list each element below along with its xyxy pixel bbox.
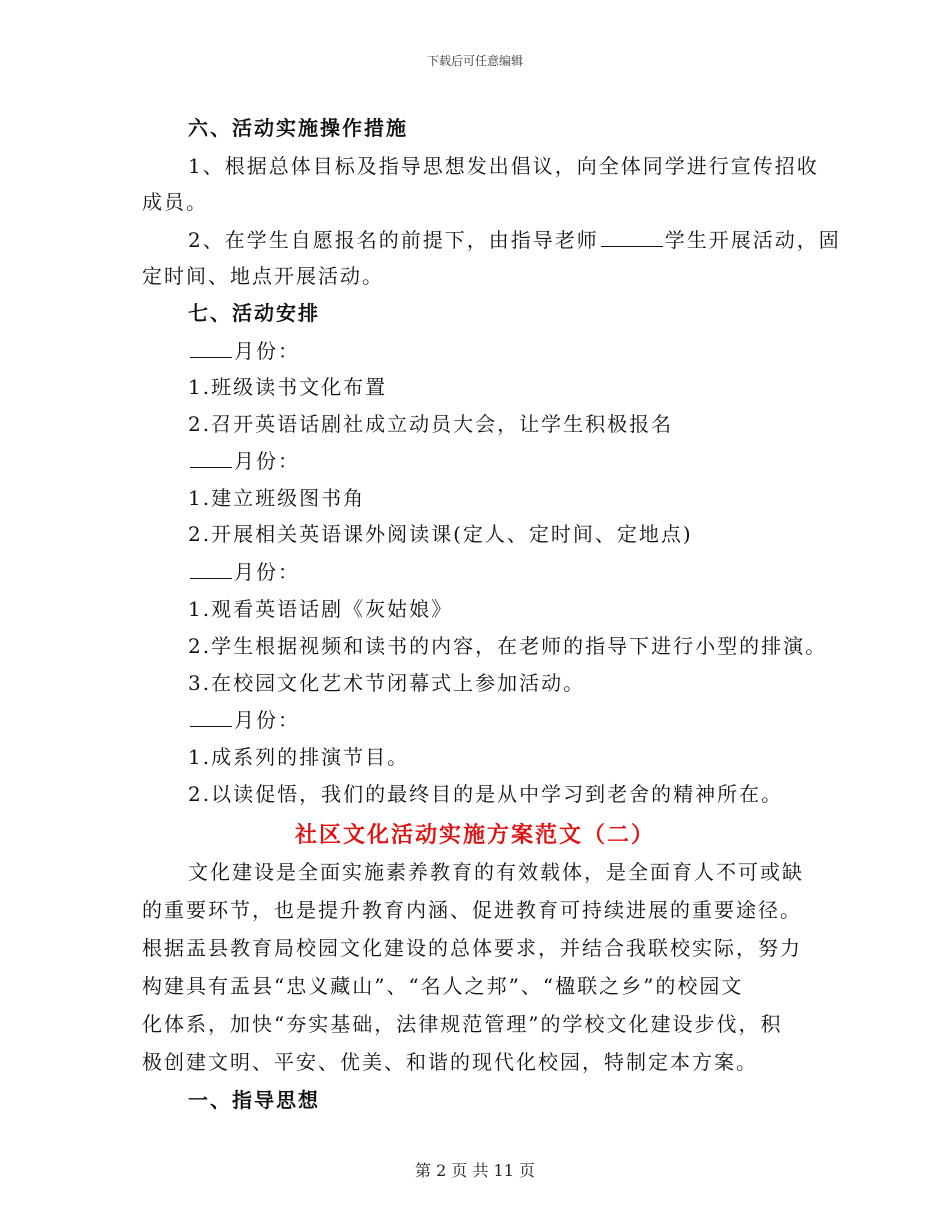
article-title: 社区文化活动实施方案范文（二） bbox=[294, 822, 655, 848]
paragraph-text: 学生开展活动，固 bbox=[664, 228, 841, 252]
paragraph-line: 定时间、地点开展活动。 bbox=[142, 264, 384, 288]
list-item: 1.观看英语话剧《灰姑娘》 bbox=[188, 597, 454, 621]
page-header: 下载后可任意编辑 bbox=[426, 54, 523, 68]
list-item: 2.以读促悟，我们的最终目的是从中学习到老舍的精神所在。 bbox=[188, 782, 784, 806]
month-label-text: 月份： bbox=[234, 339, 300, 363]
list-item: 1.建立班级图书角 bbox=[188, 486, 366, 510]
list-item: 1.成系列的排演节目。 bbox=[188, 745, 410, 769]
fill-blank bbox=[190, 447, 232, 468]
month-label bbox=[188, 706, 300, 734]
paragraph-line bbox=[188, 226, 841, 254]
month-label bbox=[188, 447, 300, 475]
month-label bbox=[188, 558, 300, 586]
paragraph-line: 的重要环节，也是提升教育内涵、促进教育可持续进展的重要途径。 bbox=[142, 898, 802, 922]
paragraph-line: 极创建文明、平安、优美、和谐的现代化校园，特制定本方案。 bbox=[142, 1050, 758, 1074]
section-heading-6: 六、活动实施操作措施 bbox=[188, 116, 408, 140]
list-item: 2.开展相关英语课外阅读课(定人、定时间、定地点) bbox=[188, 522, 693, 546]
paragraph-line: 化体系，加快“夯实基础，法律规范管理”的学校文化建设步伐，积 bbox=[142, 1012, 783, 1036]
fill-blank bbox=[190, 706, 232, 727]
list-item: 1.班级读书文化布置 bbox=[188, 375, 388, 399]
month-label-text: 月份： bbox=[234, 708, 300, 732]
fill-blank bbox=[190, 558, 232, 579]
month-label-text: 月份： bbox=[234, 449, 300, 473]
list-item: 2.学生根据视频和读书的内容，在老师的指导下进行小型的排演。 bbox=[188, 634, 828, 658]
paragraph-text: 2、在学生自愿报名的前提下，由指导老师 bbox=[188, 228, 599, 252]
paragraph-line: 1、根据总体目标及指导思想发出倡议，向全体同学进行宣传招收 bbox=[188, 154, 819, 178]
paragraph-line: 根据盂县教育局校园文化建设的总体要求，并结合我联校实际，努力 bbox=[142, 936, 802, 960]
month-label-text: 月份： bbox=[234, 560, 300, 584]
section-heading-guiding: 一、指导思想 bbox=[188, 1088, 320, 1112]
fill-blank bbox=[190, 337, 232, 358]
paragraph-line: 成员。 bbox=[142, 190, 208, 214]
page-footer: 第 2 页 共 11 页 bbox=[415, 1161, 535, 1180]
list-item: 3.在校园文化艺术节闭幕式上参加活动。 bbox=[188, 671, 586, 695]
list-item: 2.召开英语话剧社成立动员大会，让学生积极报名 bbox=[188, 412, 674, 436]
paragraph-line: 构建具有盂县“忠义藏山”、“名人之邦”、“楹联之乡”的校园文 bbox=[142, 974, 744, 998]
fill-blank bbox=[601, 226, 663, 247]
paragraph-line: 文化建设是全面实施素养教育的有效载体，是全面育人不可或缺 bbox=[188, 860, 804, 884]
month-label bbox=[188, 337, 300, 365]
section-heading-7: 七、活动安排 bbox=[188, 301, 320, 325]
